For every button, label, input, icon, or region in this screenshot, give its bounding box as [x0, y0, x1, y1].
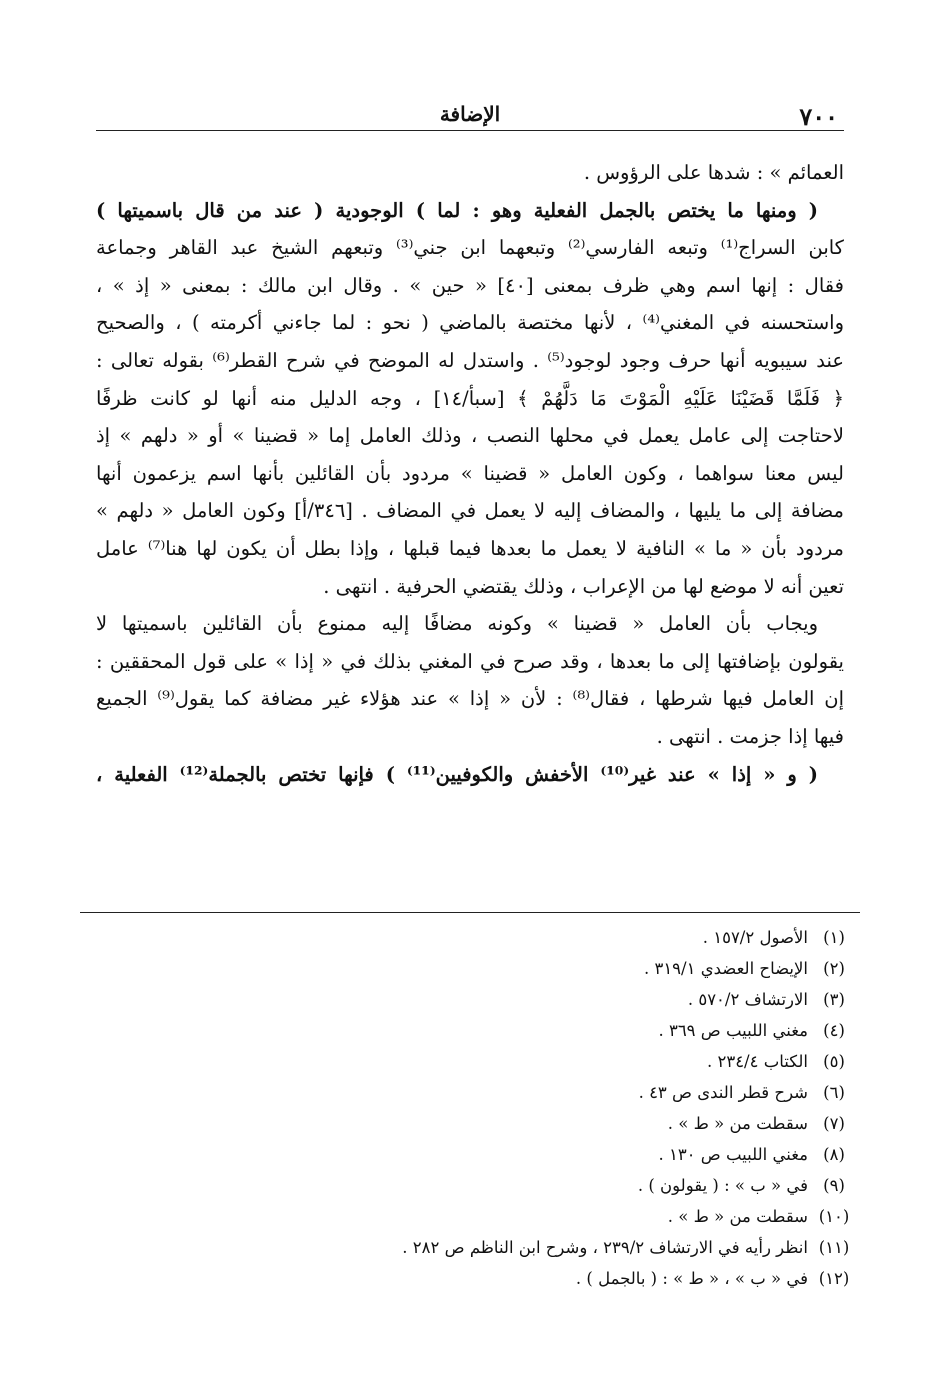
page-number: ٧٠٠ — [799, 102, 838, 131]
footnote-item — [60, 1201, 860, 1232]
footnote-text: مغني اللبيب ص ١٣٠ . — [658, 1145, 808, 1164]
text-line: ويجاب بأن العامل « قضينا » وكونه مضافًا إليه ممنوع بأن القائلين باسميتها لا — [96, 612, 818, 636]
footnote-number: (٦) — [823, 1083, 845, 1102]
text-line: يقولون بإضافتها إلى ما بعدها ، وقد صرح في المغني بذلك في « إذا » على قول المحققين : — [96, 649, 844, 673]
text-line: كابن السراج⁽¹⁾ وتبعه الفارسي⁽²⁾ وتبعهما ابن جني⁽³⁾ وتبعهم الشيخ عبد القاهر وجماعة — [96, 236, 844, 260]
footnote-text: الإيضاح العضدي ٣١٩/١ . — [643, 959, 808, 978]
text-line: فقال : إنها اسم وهي ظرف بمعنى [٤٠] « حين » . وقال ابن مالك : بمعنى « إذ » ، — [96, 273, 844, 297]
text-line: لاحتاجت إلى عامل يعمل في محلها النصب ، وذلك العامل إما « قضينا » أو « دلهم » إذ — [96, 424, 844, 448]
footnote-divider — [80, 912, 860, 913]
text-line: عند سيبويه أنها حرف وجود لوجود⁽⁵⁾ . واستدل له الموضح في شرح القطر⁽⁶⁾ بقوله تعالى : — [96, 348, 844, 372]
footnote-item — [60, 1015, 860, 1046]
text-line: واستحسنه في المغني⁽⁴⁾ ، لأنها مختصة بالماضي ( نحو : لما جاءني أكرمته ) ، والصحيح — [96, 311, 844, 335]
text-line: إن العامل فيها شرطها ، فقال⁽⁸⁾ : لأن « إذا » عند هؤلاء غير مضافة كما يقول⁽⁹⁾ الجميع — [96, 687, 844, 711]
text-line: ﴿ فَلَمَّا قَضَيْنَا عَلَيْهِ الْمَوْتَ مَا دَلَّهُمْ ﴾ [سبأ/١٤] ، وجه الدليل منه أنها لو كانت ظرفًا — [96, 386, 844, 410]
footnote-text: في « ب » : ( يقولون ) . — [637, 1176, 808, 1195]
footnote-text: شرح قطر الندى ص ٤٣ . — [638, 1083, 808, 1102]
footnote-number: (٥) — [823, 1052, 845, 1071]
footnote-number: (١٠) — [818, 1207, 850, 1226]
footnote-text: في « ب » ، « ط » : ( بالجمل ) . — [575, 1269, 808, 1288]
text-line: ( ومنها ما يختص بالجمل الفعلية وهو : لما ) الوجودية ( عند من قال باسميتها ) — [96, 198, 818, 222]
footnote-text: الارتشاف ٥٧٠/٢ . — [687, 990, 808, 1009]
text-line: ( و « إذا » عند غير⁽¹⁰⁾ الأخفش والكوفيين⁽¹¹⁾ ) فإنها تختص بالجملة⁽¹²⁾ الفعلية ، — [96, 762, 818, 786]
main-text — [96, 154, 844, 793]
text-line: العمائم » : شدها على الرؤوس . — [583, 161, 844, 184]
text-line: تعين أنه لا موضع لها من الإعراب ، وذلك يقتضي الحرفية . انتهى . — [323, 574, 844, 598]
footnote-number: (٣) — [823, 990, 845, 1009]
footnote-number: (١١) — [818, 1238, 850, 1257]
footnote-number: (٨) — [823, 1145, 845, 1164]
footnote-item — [60, 953, 860, 984]
text-line: مضافة إلى ما يليها ، والمضاف إليه لا يعمل في المضاف . [٣٤٦/أ] وكون العامل « دلهم » — [96, 499, 844, 523]
footnote-item — [60, 1232, 860, 1263]
text-line: ليس معنا سواهما ، وكون العامل « قضينا » مردود بأن القائلين بأنها اسم يزعمون أنها — [96, 461, 844, 485]
text-line: مردود بأن « ما » النافية لا يعمل ما بعدها فيما قبلها ، وإذا بطل أن يكون لها هنا⁽⁷⁾ عامل — [96, 536, 844, 560]
footnote-item — [60, 1077, 860, 1108]
footnotes — [60, 922, 860, 1294]
footnote-item — [60, 1170, 860, 1201]
footnote-item — [60, 984, 860, 1015]
footnote-item — [60, 1108, 860, 1139]
footnote-number: (٩) — [823, 1176, 845, 1195]
footnote-item — [60, 1263, 860, 1294]
footnote-number: (٤) — [823, 1021, 845, 1040]
footnote-text: الأصول ١٥٧/٢ . — [702, 928, 808, 947]
footnote-number: (٧) — [823, 1114, 845, 1133]
footnote-item — [60, 1139, 860, 1170]
page-header — [96, 100, 844, 131]
footnote-number: (١) — [823, 928, 845, 947]
footnote-item — [60, 1046, 860, 1077]
footnote-text: مغني اللبيب ص ٣٦٩ . — [658, 1021, 808, 1040]
footnote-item — [60, 922, 860, 953]
footnote-text: سقطت من « ط » . — [667, 1114, 808, 1133]
footnote-number: (١٢) — [818, 1269, 850, 1288]
footnote-text: سقطت من « ط » . — [667, 1207, 808, 1226]
running-title: الإضافة — [439, 102, 501, 126]
footnote-text: انظر رأيه في الارتشاف ٢٣٩/٢ ، وشرح ابن الناظم ص ٢٨٢ . — [402, 1238, 808, 1257]
footnote-number: (٢) — [823, 959, 845, 978]
footnote-text: الكتاب ٢٣٤/٤ . — [706, 1052, 808, 1071]
text-line: فيها إذا جزمت . انتهى . — [656, 724, 844, 748]
